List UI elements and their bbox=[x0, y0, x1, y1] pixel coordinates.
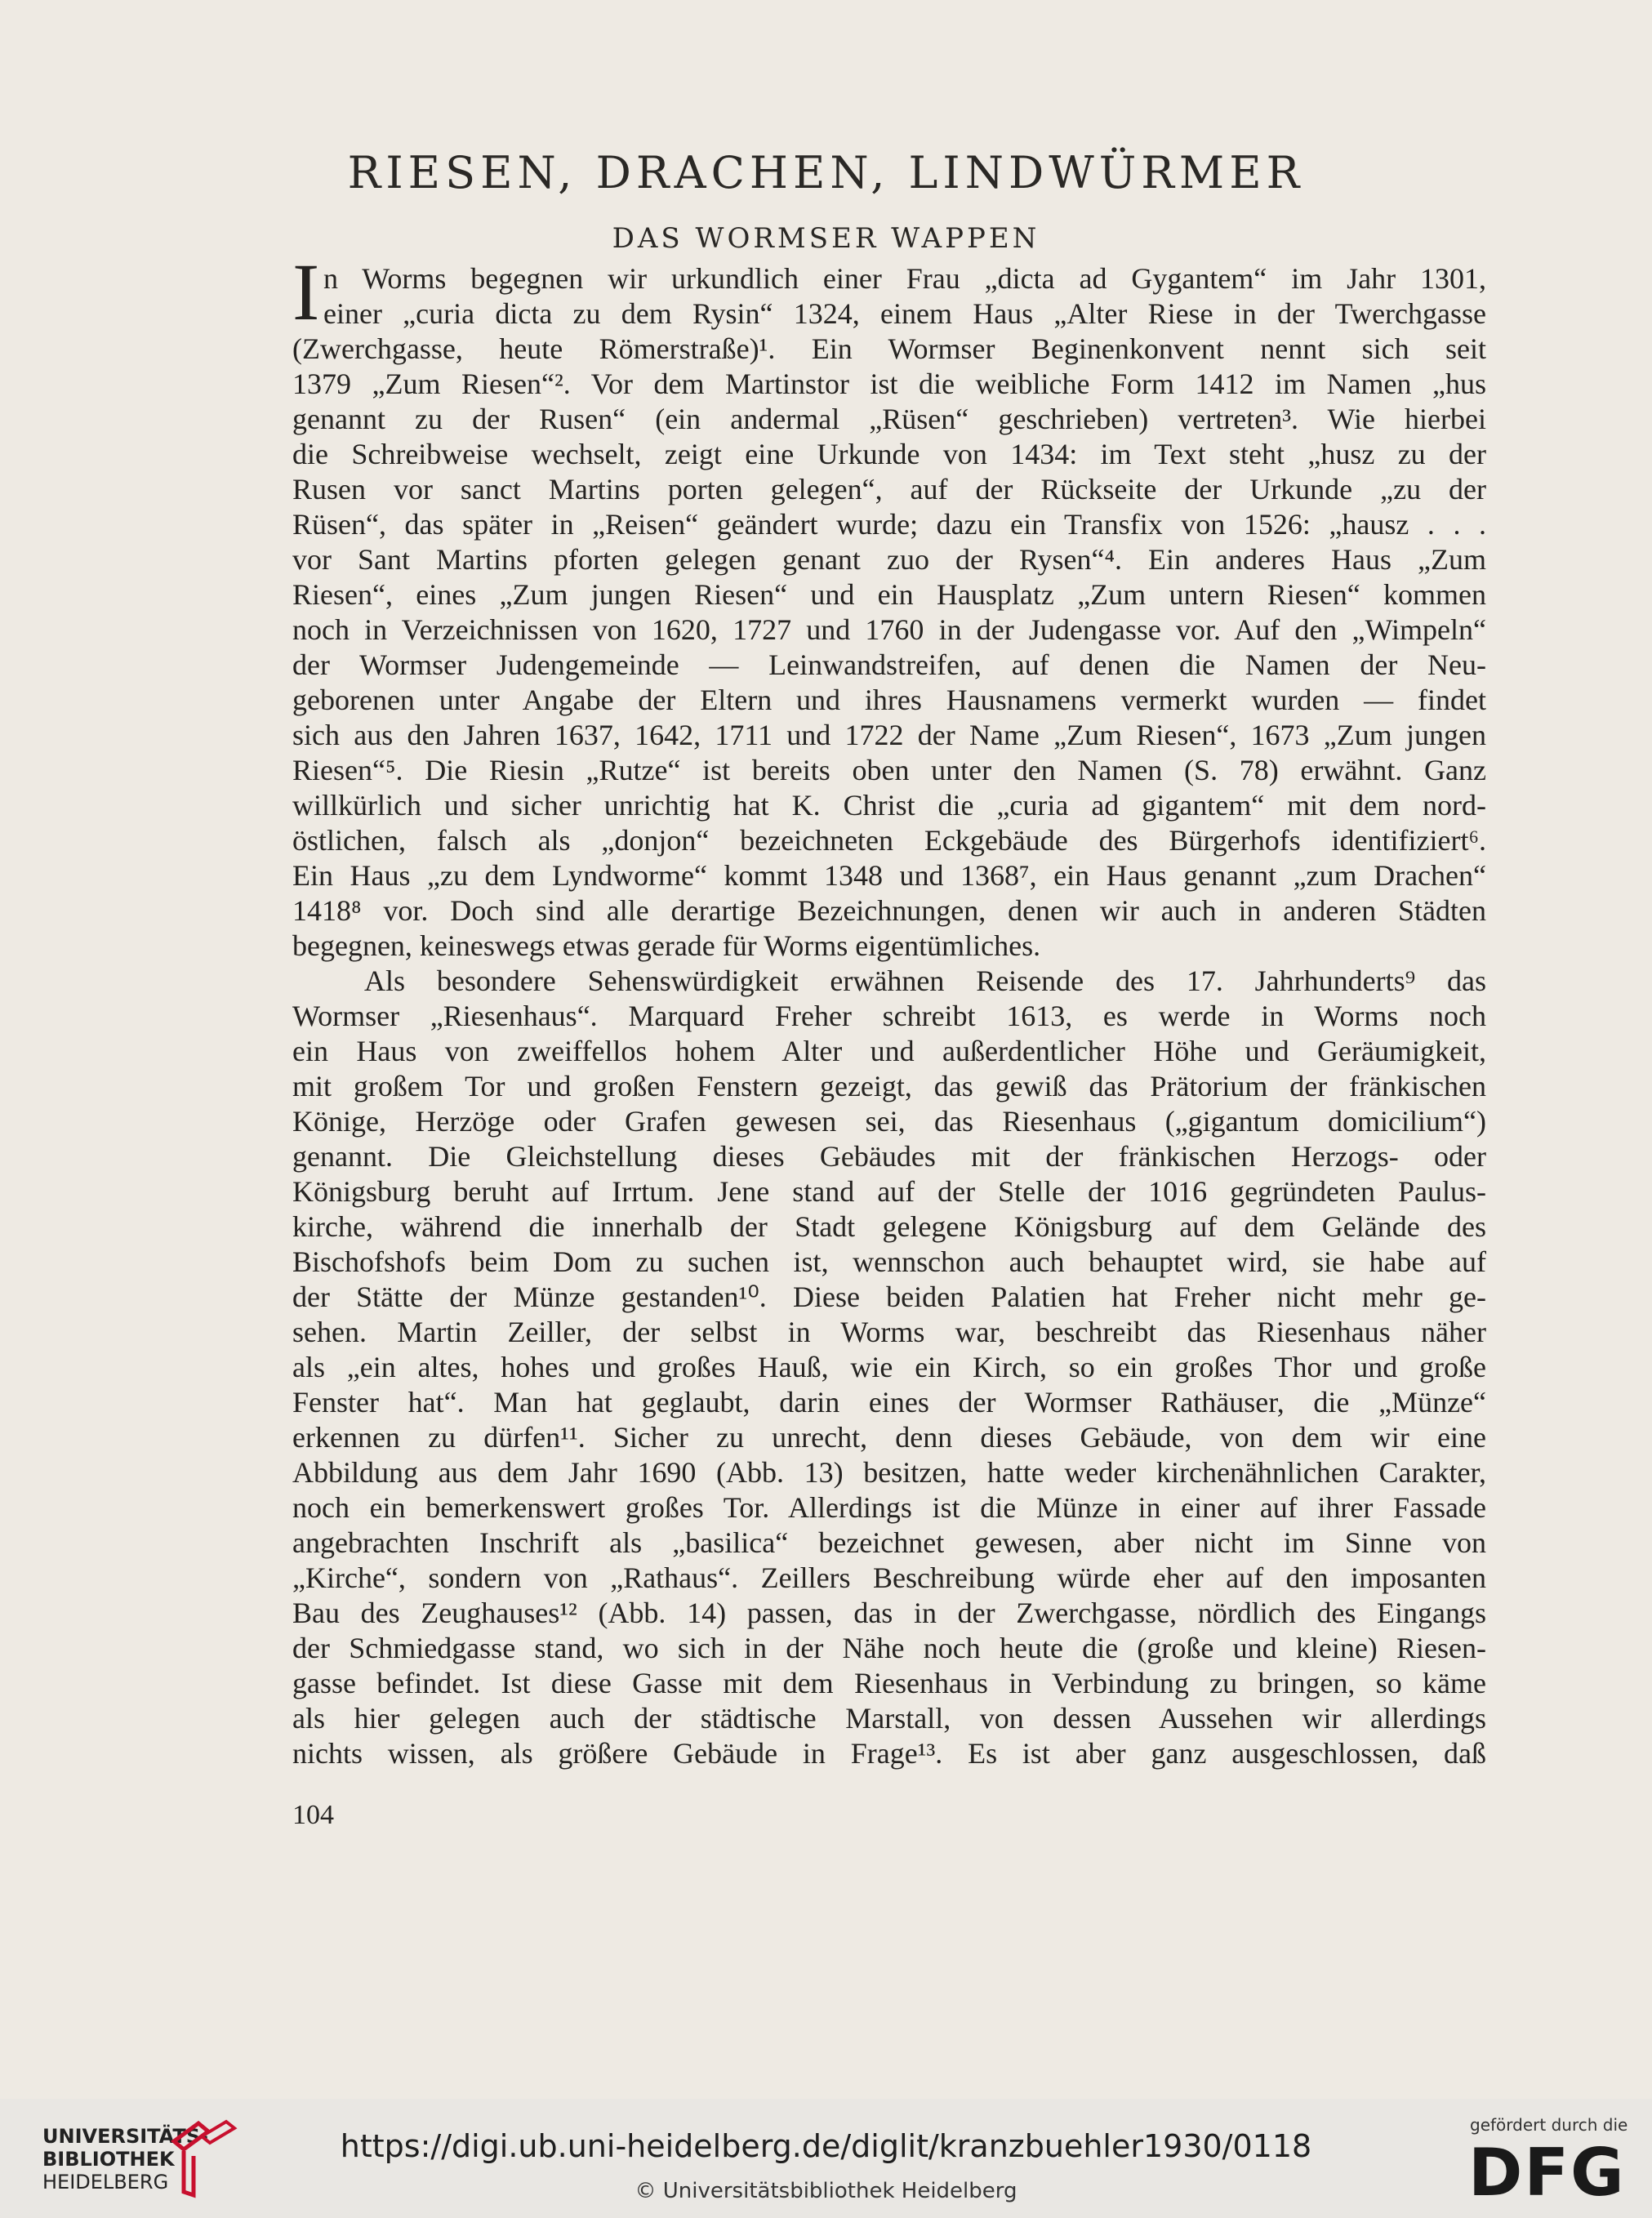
text-line: der Schmiedgasse stand, wo sich in der Nähe noch heute die (große und kleine) Riesen- bbox=[292, 1632, 1486, 1664]
text-line: Riesen“⁵. Die Riesin „Rutze“ ist bereits oben unter den Namen (S. 78) erwähnt. Ganz bbox=[292, 754, 1486, 786]
text-line: erkennen zu dürfen¹¹. Sicher zu unrecht, denn dieses Gebäude, von dem wir eine bbox=[292, 1421, 1486, 1454]
text-line: Königsburg beruht auf Irrtum. Jene stand auf der Stelle der 1016 gegründeten Paulus- bbox=[292, 1175, 1486, 1208]
text-line: Könige, Herzöge oder Grafen gewesen sei, das Riesenhaus („gigantum domicilium“) bbox=[292, 1105, 1486, 1138]
text-line: als hier gelegen auch der städtische Marstall, von dessen Aussehen wir allerdings bbox=[292, 1702, 1486, 1735]
text-line: Riesen“, eines „Zum jungen Riesen“ und ein Hausplatz „Zum untern Riesen“ kommen bbox=[292, 578, 1486, 611]
funded-by-label: gefördert durch die bbox=[1470, 2115, 1628, 2135]
text-line: der Wormser Judengemeinde — Leinwandstreifen, auf denen die Namen der Neu- bbox=[292, 648, 1486, 681]
text-line: gasse befindet. Ist diese Gasse mit dem Riesenhaus in Verbindung zu bringen, so käme bbox=[292, 1667, 1486, 1699]
text-line: mit großem Tor und großen Fenstern gezeigt, das gewiß das Prätorium der fränkischen bbox=[292, 1070, 1486, 1102]
text-line: kirche, während die innerhalb der Stadt gelegene Königsburg auf dem Gelände des bbox=[292, 1210, 1486, 1243]
text-line: n Worms begegnen wir urkundlich einer Frau „dicta ad Gygantem“ im Jahr 1301, bbox=[323, 262, 1486, 295]
dfg-logo: DFG bbox=[1468, 2135, 1626, 2211]
text-line: genannt zu der Rusen“ (ein andermal „Rüsen“ geschrieben) vertreten³. Wie hierbei bbox=[292, 403, 1486, 435]
text-line: Bischofshofs beim Dom zu suchen ist, wennschon auch behauptet wird, sie habe auf bbox=[292, 1245, 1486, 1278]
library-name-line: HEIDELBERG bbox=[42, 2171, 169, 2194]
page-number: 104 bbox=[292, 1800, 334, 1830]
text-line: (Zwerchgasse, heute Römerstraße)¹. Ein Wormser Beginenkonvent nennt sich seit bbox=[292, 332, 1486, 365]
text-line: Als besondere Sehenswürdigkeit erwähnen Reisende des 17. Jahrhunderts⁹ das bbox=[364, 964, 1486, 997]
text-line: sehen. Martin Zeiller, der selbst in Worms war, beschreibt das Riesenhaus näher bbox=[292, 1316, 1486, 1348]
text-line: als „ein altes, hohes und großes Hauß, wie ein Kirch, so ein großes Thor und große bbox=[292, 1351, 1486, 1383]
text-line: 1379 „Zum Riesen“². Vor dem Martinstor ist die weibliche Form 1412 im Namen „hus bbox=[292, 367, 1486, 400]
text-line: vor Sant Martins pforten gelegen genant zuo der Rysen“⁴. Ein anderes Haus „Zum bbox=[292, 543, 1486, 576]
text-line: Rüsen“, das später in „Reisen“ geändert wurde; dazu ein Transfix von 1526: „hausz . . . bbox=[292, 508, 1486, 541]
text-line: angebrachten Inschrift als „basilica“ bezeichnet gewesen, aber nicht im Sinne von bbox=[292, 1526, 1486, 1559]
text-line: 1418⁸ vor. Doch sind alle derartige Bezeichnungen, denen wir auch in anderen Städten bbox=[292, 894, 1486, 927]
footer-bar bbox=[0, 2099, 1652, 2218]
permalink-url[interactable]: https://digi.ub.uni-heidelberg.de/diglit/kranzbuehler1930/0118 bbox=[340, 2128, 1312, 2164]
text-line: willkürlich und sicher unrichtig hat K. Christ die „curia ad gigantem“ mit dem nord- bbox=[292, 789, 1486, 822]
text-line: nichts wissen, als größere Gebäude in Frage¹³. Es ist aber ganz ausgeschlossen, daß bbox=[292, 1737, 1486, 1770]
text-line: ein Haus von zweiffellos hohem Alter und außerdentlicher Höhe und Geräumigkeit, bbox=[292, 1035, 1486, 1067]
body-text bbox=[292, 261, 1486, 1771]
text-line: noch in Verzeichnissen von 1620, 1727 und 1760 in der Judengasse vor. Auf den „Wimpeln“ bbox=[292, 613, 1486, 646]
text-line: Rusen vor sanct Martins porten gelegen“, auf der Rückseite der Urkunde „zu der bbox=[292, 473, 1486, 506]
copyright-notice: © Universitätsbibliothek Heidelberg bbox=[635, 2179, 1017, 2203]
library-name-line: BIBLIOTHEK bbox=[42, 2148, 175, 2171]
text-line: begegnen, keineswegs etwas gerade für Worms eigentümliches. bbox=[292, 929, 1041, 962]
section-title: DAS WORMSER WAPPEN bbox=[612, 222, 1040, 255]
text-line: noch ein bemerkenswert großes Tor. Allerdings ist die Münze in einer auf ihrer Fassade bbox=[292, 1491, 1486, 1524]
text-line: Abbildung aus dem Jahr 1690 (Abb. 13) besitzen, hatte weder kirchenähnlichen Carakter, bbox=[292, 1456, 1486, 1489]
library-name-line: UNIVERSITÄTS- bbox=[42, 2125, 209, 2148]
text-line: sich aus den Jahren 1637, 1642, 1711 und 1722 der Name „Zum Riesen“, 1673 „Zum jungen bbox=[292, 719, 1486, 751]
text-line: Fenster hat“. Man hat geglaubt, darin eines der Wormser Rathäuser, die „Münze“ bbox=[292, 1386, 1486, 1419]
text-line: geborenen unter Angabe der Eltern und ihres Hausnamens vermerkt wurden — findet bbox=[292, 684, 1486, 716]
chapter-title: RIESEN, DRACHEN, LINDWÜRMER bbox=[347, 147, 1305, 198]
text-line: die Schreibweise wechselt, zeigt eine Urkunde von 1434: im Text steht „husz zu der bbox=[292, 438, 1486, 470]
drop-cap: I bbox=[292, 247, 320, 337]
text-line: Wormser „Riesenhaus“. Marquard Freher schreibt 1613, es werde in Worms noch bbox=[292, 1000, 1486, 1032]
text-line: „Kirche“, sondern von „Rathaus“. Zeillers Beschreibung würde eher auf den imposanten bbox=[292, 1561, 1486, 1594]
text-line: Ein Haus „zu dem Lyndworme“ kommt 1348 und 1368⁷, ein Haus genannt „zum Drachen“ bbox=[292, 859, 1486, 892]
text-line: Bau des Zeughauses¹² (Abb. 14) passen, das in der Zwerchgasse, nördlich des Eingangs bbox=[292, 1597, 1486, 1629]
text-line: der Stätte der Münze gestanden¹⁰. Diese beiden Palatien hat Freher nicht mehr ge- bbox=[292, 1280, 1486, 1313]
text-line: östlichen, falsch als „donjon“ bezeichneten Eckgebäude des Bürgerhofs identifiziert⁶. bbox=[292, 824, 1486, 857]
text-line: einer „curia dicta zu dem Rysin“ 1324, einem Haus „Alter Riese in der Twerchgasse bbox=[323, 297, 1486, 330]
text-line: genannt. Die Gleichstellung dieses Gebäudes mit der fränkischen Herzogs- oder bbox=[292, 1140, 1486, 1173]
